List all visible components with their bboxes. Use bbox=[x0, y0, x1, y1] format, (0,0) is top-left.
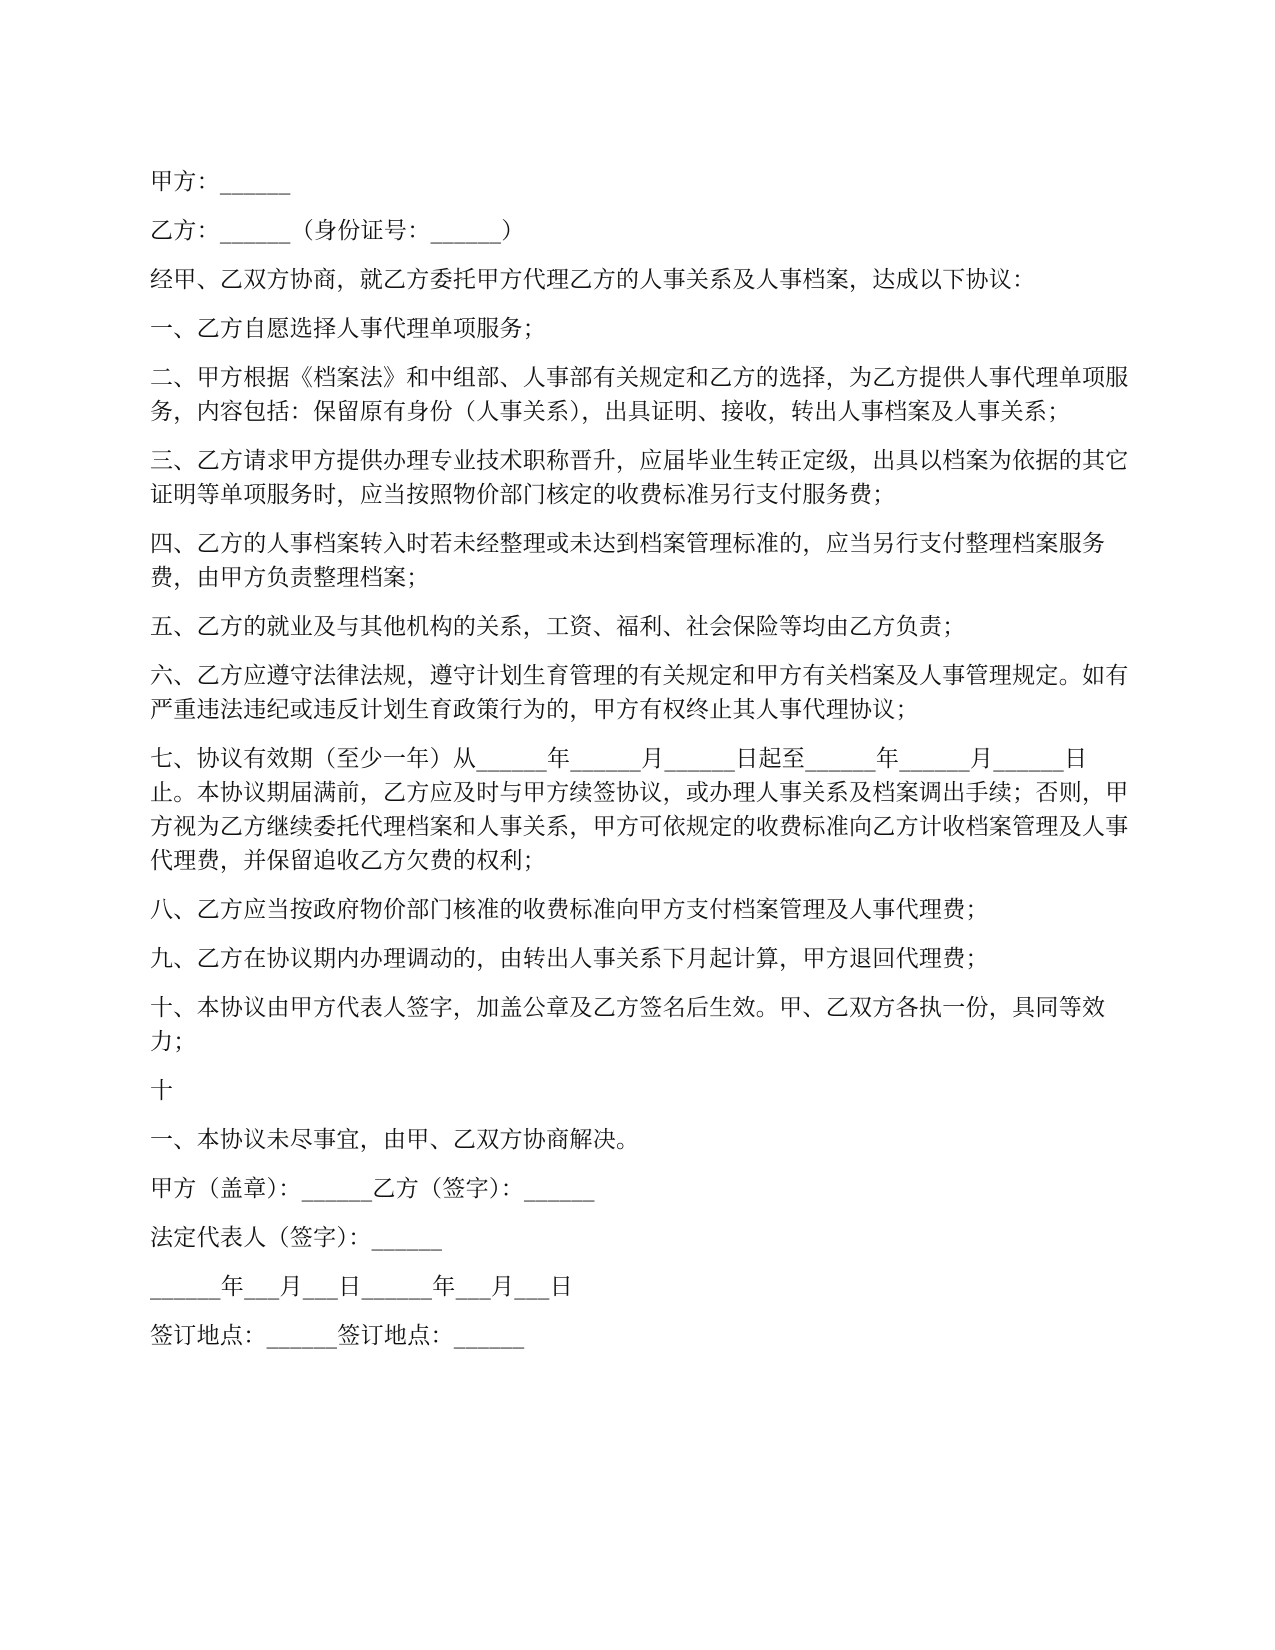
clause-11-number: 十 bbox=[150, 1078, 174, 1104]
date-line: ______年___月___日______年___月___日 bbox=[150, 1274, 573, 1300]
document-body bbox=[150, 165, 1130, 1368]
clause-1: 一、乙方自愿选择人事代理单项服务； bbox=[150, 316, 547, 342]
clause-8: 八、乙方应当按政府物价部门核准的收费标准向甲方支付档案管理及人事代理费； bbox=[150, 897, 989, 923]
party-a-line: 甲方：______ bbox=[150, 169, 291, 195]
clause-6: 六、乙方应遵守法律法规，遵守计划生育管理的有关规定和甲方有关档案及人事管理规定。如有严重违法违纪或违反计划生育政策行为的，甲方有权终止其人事代理协议； bbox=[150, 663, 1129, 723]
preamble: 经甲、乙双方协商，就乙方委托甲方代理乙方的人事关系及人事档案，达成以下协议： bbox=[150, 267, 1036, 293]
clause-11-text: 一、本协议未尽事宜，由甲、乙双方协商解决。 bbox=[150, 1127, 640, 1153]
clause-3: 三、乙方请求甲方提供办理专业技术职称晋升，应届毕业生转正定级，出具以档案为依据的其它证明等单项服务时，应当按照物价部门核定的收费标准另行支付服务费； bbox=[150, 448, 1129, 508]
clause-9: 九、乙方在协议期内办理调动的，由转出人事关系下月起计算，甲方退回代理费； bbox=[150, 946, 989, 972]
clause-10: 十、本协议由甲方代表人签字，加盖公章及乙方签名后生效。甲、乙双方各执一份，具同等效力； bbox=[150, 995, 1106, 1055]
clause-7: 七、协议有效期（至少一年）从______年______月______日起至______年______月______日止。本协议期届满前，乙方应及时与甲方续签协议，或办理人事关系及档案调出手续；否则，甲方视为乙方继续委托代理档案和人事关系，甲方可依规定的收费标准向乙方计收档案管理及人事代理费，并保留追收乙方欠费的权利； bbox=[150, 746, 1129, 874]
legal-representative-line: 法定代表人（签字）：______ bbox=[150, 1225, 443, 1251]
signing-place-line: 签订地点：______签订地点：______ bbox=[150, 1323, 525, 1349]
signature-line: 甲方（盖章）：______乙方（签字）：______ bbox=[150, 1176, 595, 1202]
clause-2: 二、甲方根据《档案法》和中组部、人事部有关规定和乙方的选择，为乙方提供人事代理单项服务，内容包括：保留原有身份（人事关系），出具证明、接收，转出人事档案及人事关系； bbox=[150, 365, 1129, 425]
party-b-line: 乙方：______（身份证号：______） bbox=[150, 218, 525, 244]
clause-5: 五、乙方的就业及与其他机构的关系，工资、福利、社会保险等均由乙方负责； bbox=[150, 614, 966, 640]
clause-4: 四、乙方的人事档案转入时若未经整理或未达到档案管理标准的，应当另行支付整理档案服务费，由甲方负责整理档案； bbox=[150, 531, 1106, 591]
